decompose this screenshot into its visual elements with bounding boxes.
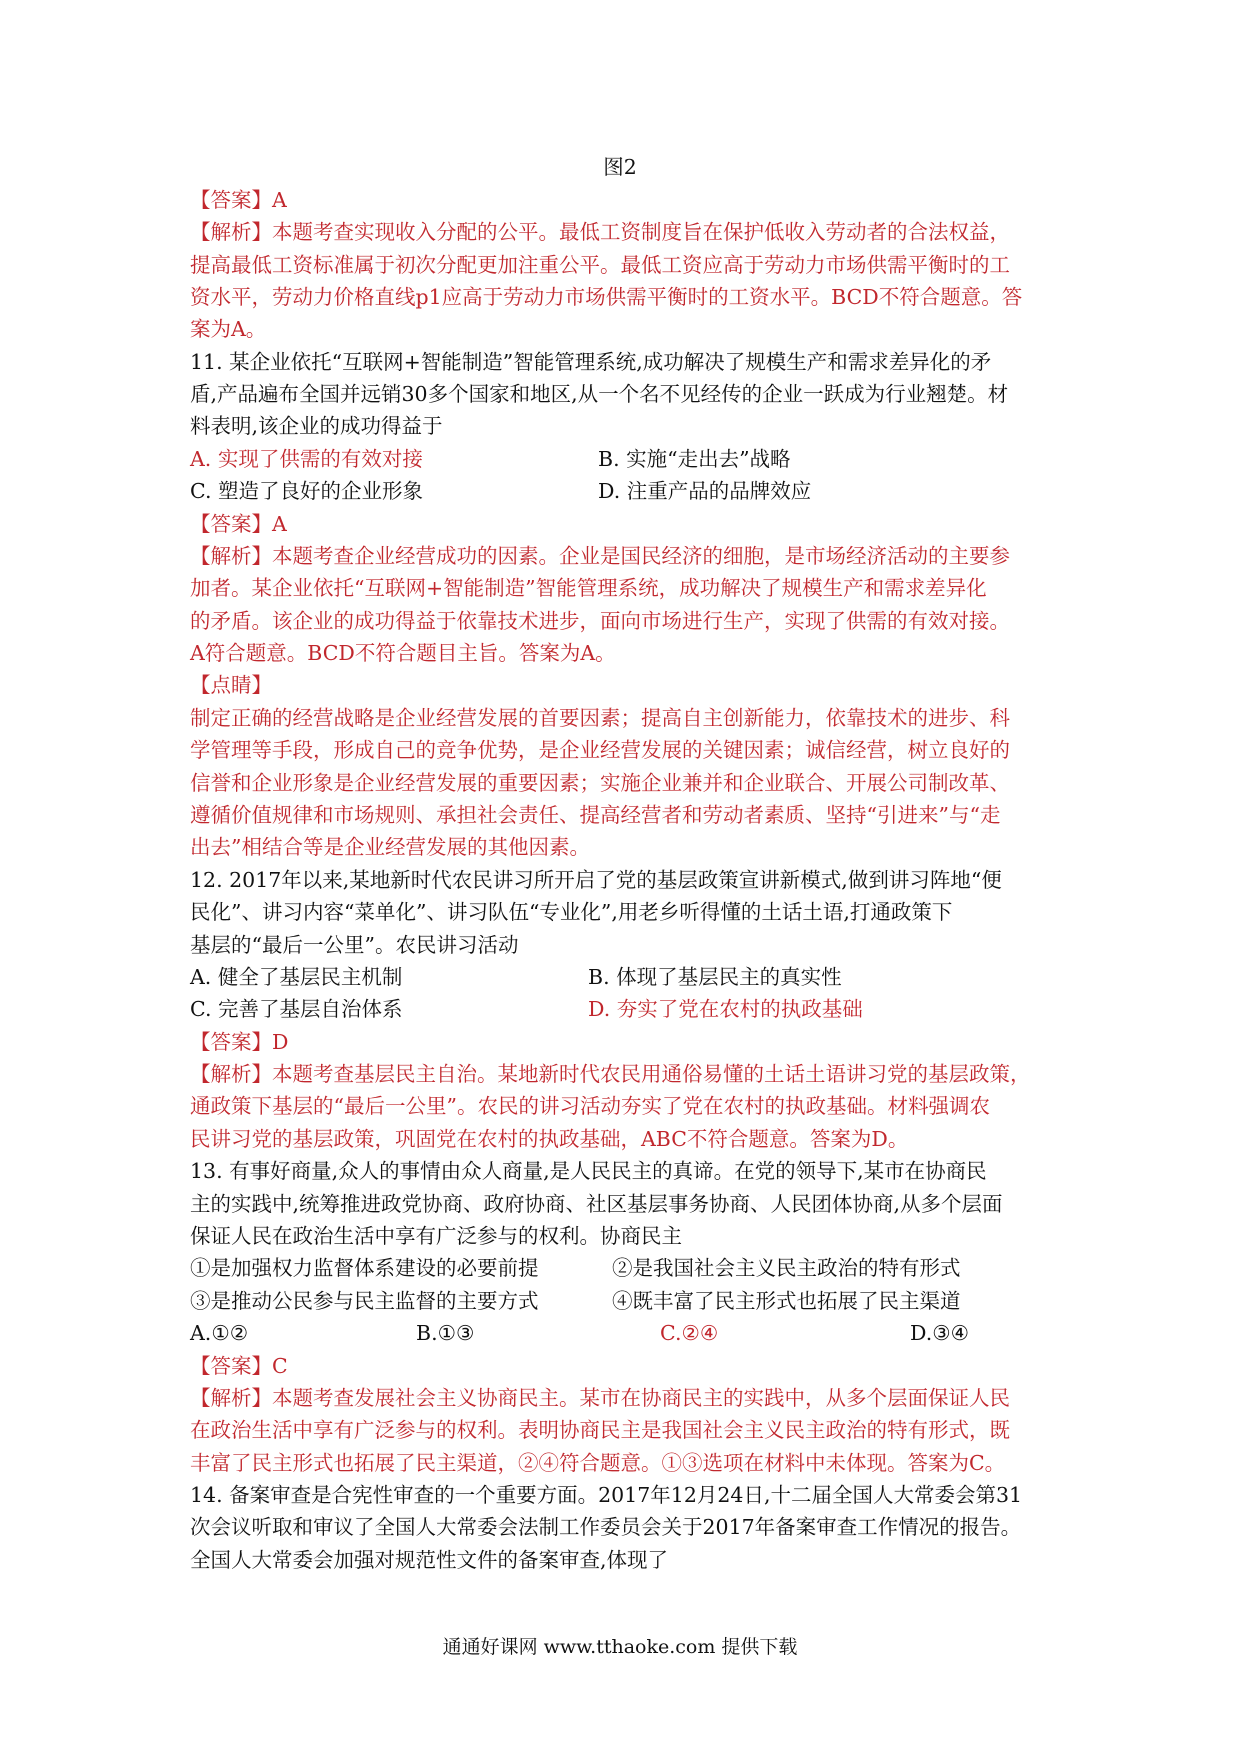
q14-stem-line: 全国人大常委会加强对规范性文件的备案审查,体现了: [190, 1548, 669, 1572]
q12-option-c: C. 完善了基层自治体系: [190, 997, 403, 1021]
q13-item-4: ④既丰富了民主形式也拓展了民主渠道: [612, 1289, 961, 1313]
q13-option-c: C.②④: [660, 1321, 719, 1345]
q13-analysis-line: 在政治生活中享有广泛参与的权利。表明协商民主是我国社会主义民主政治的特有形式，既: [190, 1418, 1010, 1442]
q11-analysis-line: 【解析】本题考查企业经营成功的因素。企业是国民经济的细胞，是市场经济活动的主要参: [190, 544, 1010, 568]
q12-analysis-line: 【解析】本题考查基层民主自治。某地新时代农民用通俗易懂的土话土语讲习党的基层政策，: [190, 1062, 1031, 1086]
q12-stem-line: 基层的“最后一公里”。农民讲习活动: [190, 933, 519, 957]
q12-stem-line: 12. 2017年以来,某地新时代农民讲习所开启了党的基层政策宣讲新模式,做到讲习阵地“便: [190, 868, 1002, 892]
q11-point-label: 【点睛】: [190, 673, 272, 697]
q12-answer: 【答案】D: [190, 1030, 289, 1054]
q13-answer: 【答案】C: [190, 1354, 288, 1378]
q12-analysis-line: 通政策下基层的“最后一公里”。农民的讲习活动夯实了党在农村的执政基础。材料强调农: [190, 1094, 990, 1118]
q14-stem-line: 次会议听取和审议了全国人大常委会法制工作委员会关于2017年备案审查工作情况的报告。: [190, 1515, 1022, 1539]
q11-point-line: 信誉和企业形象是企业经营发展的重要因素；实施企业兼并和企业联合、开展公司制改革、: [190, 771, 1010, 795]
q13-item-3: ③是推动公民参与民主监督的主要方式: [190, 1289, 539, 1313]
q11-stem-line: 11. 某企业依托“互联网+智能制造”智能管理系统,成功解决了规模生产和需求差异化的矛: [190, 350, 992, 374]
q10-analysis-line: 资水平，劳动力价格直线p1应高于劳动力市场供需平衡时的工资水平。BCD不符合题意。答: [190, 285, 1023, 309]
q11-point-line: 出去”相结合等是企业经营发展的其他因素。: [190, 835, 590, 859]
q13-stem-line: 13. 有事好商量,众人的事情由众人商量,是人民民主的真谛。在党的领导下,某市在协商民: [190, 1159, 987, 1183]
q11-analysis-line: A符合题意。BCD不符合题目主旨。答案为A。: [190, 641, 616, 665]
q10-analysis-line: 提高最低工资标准属于初次分配更加注重公平。最低工资应高于劳动力市场供需平衡时的工: [190, 253, 1010, 277]
q11-point-line: 学管理等手段，形成自己的竞争优势，是企业经营发展的关键因素；诚信经营，树立良好的: [190, 738, 1010, 762]
q13-option-a: A.①②: [190, 1321, 249, 1345]
q11-stem-line: 料表明,该企业的成功得益于: [190, 414, 443, 438]
q13-stem-line: 主的实践中,统筹推进政党协商、政府协商、社区基层事务协商、人民团体协商,从多个层面: [190, 1192, 1003, 1216]
q13-item-2: ②是我国社会主义民主政治的特有形式: [612, 1256, 961, 1280]
q12-analysis-line: 民讲习党的基层政策，巩固党在农村的执政基础，ABC不符合题意。答案为D。: [190, 1127, 909, 1151]
q13-analysis-line: 丰富了民主形式也拓展了民主渠道，②④符合题意。①③选项在材料中未体现。答案为C。: [190, 1451, 1006, 1475]
figure-label: 图2: [603, 155, 637, 179]
q11-option-d: D. 注重产品的品牌效应: [598, 479, 812, 503]
q11-point-line: 遵循价值规律和市场规则、承担社会责任、提高经营者和劳动者素质、坚持“引进来”与“走: [190, 803, 1001, 827]
q12-stem-line: 民化”、讲习内容“菜单化”、讲习队伍“专业化”,用老乡听得懂的土话土语,打通政策下: [190, 900, 953, 924]
q13-option-b: B.①③: [416, 1321, 475, 1345]
q11-analysis-line: 的矛盾。该企业的成功得益于依靠技术进步，面向市场进行生产，实现了供需的有效对接。: [190, 609, 1010, 633]
q12-option-a: A. 健全了基层民主机制: [190, 965, 403, 989]
q11-option-a: A. 实现了供需的有效对接: [190, 447, 423, 471]
q11-stem-line: 盾,产品遍布全国并远销30多个国家和地区,从一个名不见经传的企业一跃成为行业翘楚。材: [190, 382, 1009, 406]
q11-analysis-line: 加者。某企业依托“互联网+智能制造”智能管理系统，成功解决了规模生产和需求差异化: [190, 576, 987, 600]
q10-answer: 【答案】A: [190, 188, 287, 212]
q10-analysis-line: 【解析】本题考查实现收入分配的公平。最低工资制度旨在保护低收入劳动者的合法权益，: [190, 220, 1010, 244]
q14-stem-line: 14. 备案审查是合宪性审查的一个重要方面。2017年12月24日,十二届全国人大常委会第31: [190, 1483, 1023, 1507]
q13-option-d: D.③④: [910, 1321, 969, 1345]
q13-stem-line: 保证人民在政治生活中享有广泛参与的权利。协商民主: [190, 1224, 682, 1248]
q11-option-b: B. 实施“走出去”战略: [598, 447, 791, 471]
q11-answer: 【答案】A: [190, 512, 287, 536]
page-footer: 通通好课网 www.tthaoke.com 提供下载: [442, 1636, 798, 1658]
q12-option-d: D. 夯实了党在农村的执政基础: [588, 997, 863, 1021]
q13-item-1: ①是加强权力监督体系建设的必要前提: [190, 1256, 539, 1280]
q12-option-b: B. 体现了基层民主的真实性: [588, 965, 842, 989]
q13-analysis-line: 【解析】本题考查发展社会主义协商民主。某市在协商民主的实践中，从多个层面保证人民: [190, 1386, 1010, 1410]
q10-analysis-line: 案为A。: [190, 317, 267, 341]
q11-point-line: 制定正确的经营战略是企业经营发展的首要因素；提高自主创新能力，依靠技术的进步、科: [190, 706, 1010, 730]
q11-option-c: C. 塑造了良好的企业形象: [190, 479, 423, 503]
